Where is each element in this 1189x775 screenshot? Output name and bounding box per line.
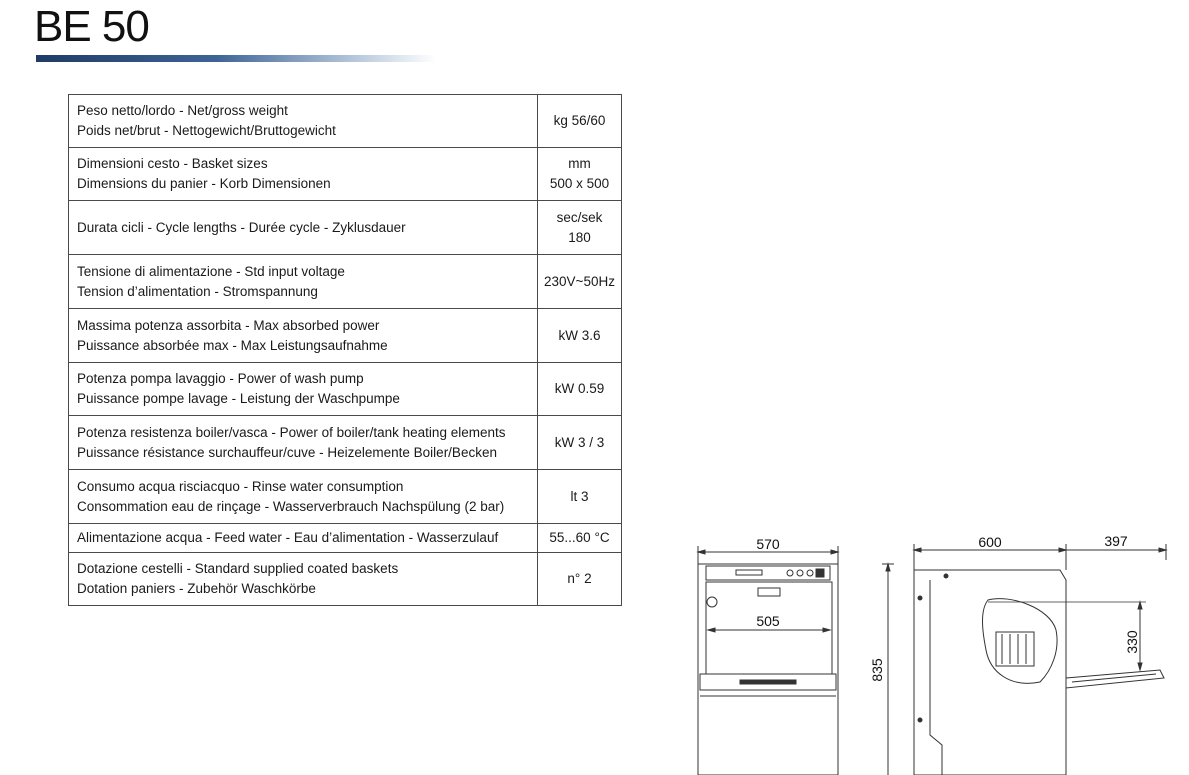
dim-label-397: 397 xyxy=(1104,533,1128,549)
open-door xyxy=(1066,670,1164,688)
spec-value-line: sec/sek xyxy=(556,209,603,225)
spec-value xyxy=(538,524,622,553)
dim-label-835: 835 xyxy=(869,658,885,682)
spec-label xyxy=(69,201,538,255)
spec-value xyxy=(538,148,622,201)
spec-label-line: Peso netto/lordo - Net/gross weight xyxy=(77,103,288,118)
spec-label-line: Dotation paniers - Zubehör Waschkörbe xyxy=(77,581,316,596)
dim-arrow xyxy=(1159,548,1166,552)
dim-arrow xyxy=(1059,548,1066,552)
fixing-point xyxy=(944,574,948,578)
spec-value xyxy=(538,470,622,524)
control-knob xyxy=(787,570,793,576)
side-view xyxy=(914,533,1166,775)
control-switch xyxy=(816,569,824,577)
spec-value-line: n° 2 xyxy=(567,571,592,586)
dim-label-570: 570 xyxy=(756,536,780,552)
spec-value-line: 500 x 500 xyxy=(549,176,610,191)
spec-value-line: 230V~50Hz xyxy=(544,273,615,289)
table-row xyxy=(69,524,622,553)
spec-label-line: Massima potenza assorbita - Max absorbed power xyxy=(77,317,380,333)
title-underline xyxy=(36,55,436,62)
fixing-point xyxy=(918,718,922,722)
spec-label-line: Tensione di alimentazione - Std input voltage xyxy=(77,263,345,279)
spec-label-line: Potenza resistenza boiler/vasca - Power of boiler/tank heating elements xyxy=(77,424,506,440)
spec-value-line: kg 56/60 xyxy=(553,113,606,128)
spec-value xyxy=(538,309,622,363)
dim-arrow xyxy=(831,550,838,554)
spec-value-line: kW 3 / 3 xyxy=(554,434,605,450)
spec-value-line: mm xyxy=(568,156,591,171)
control-knob xyxy=(807,570,813,576)
dim-arrow xyxy=(1138,602,1142,609)
spec-label-line: Dimensions du panier - Korb Dimensionen xyxy=(77,176,331,191)
table-row xyxy=(69,470,622,524)
spec-value-line: kW 0.59 xyxy=(554,381,605,396)
spec-label-line: Poids net/brut - Nettogewicht/Bruttogewicht xyxy=(77,123,336,138)
dim-label-600: 600 xyxy=(978,534,1002,550)
spec-label-line: Puissance pompe lavage - Leistung der Waschpumpe xyxy=(77,391,400,406)
dim-arrow xyxy=(698,550,705,554)
spec-label-line: Consommation eau de rinçage - Wasserverbrauch Nachspülung (2 bar) xyxy=(77,498,505,514)
page-title: BE 50 xyxy=(34,2,149,51)
door-edge xyxy=(1072,674,1156,682)
spec-label-line: Alimentazione acqua - Feed water - Eau d’alimentation - Wasserzulauf xyxy=(77,530,499,545)
spec-label xyxy=(69,309,538,363)
dim-arrow xyxy=(708,628,715,632)
spec-value-line: kW 3.6 xyxy=(558,327,601,343)
table-row xyxy=(69,553,622,606)
spec-label-line: Puissance résistance surchauffeur/cuve - Heizelemente Boiler/Becken xyxy=(77,444,497,460)
control-panel xyxy=(706,566,830,580)
table-row xyxy=(69,201,622,255)
spec-value xyxy=(538,363,622,416)
spec-label xyxy=(69,255,538,309)
spec-label xyxy=(69,553,538,606)
spec-value xyxy=(538,416,622,470)
spec-value xyxy=(538,201,622,255)
spec-label-line: Dimensioni cesto - Basket sizes xyxy=(77,156,268,171)
table-row xyxy=(69,255,622,309)
dim-label-330: 330 xyxy=(1124,630,1140,654)
wash-arm xyxy=(758,588,780,596)
fixing-point xyxy=(918,596,922,600)
table-row xyxy=(69,95,622,148)
spec-value-line: 180 xyxy=(568,229,591,245)
dishwasher-technical-drawing xyxy=(680,520,1180,775)
control-knob xyxy=(797,570,803,576)
spec-label-line: Dotazione cestelli - Standard supplied coated baskets xyxy=(77,561,399,576)
spec-label-line: Puissance absorbée max - Max Leistungsaufnahme xyxy=(77,337,388,353)
dim-label-505: 505 xyxy=(756,613,780,629)
table-row xyxy=(69,309,622,363)
display-panel xyxy=(736,570,762,575)
spec-label xyxy=(69,95,538,148)
dim-arrow xyxy=(914,548,921,552)
dim-arrow xyxy=(1138,663,1142,670)
table-row xyxy=(69,416,622,470)
spec-table xyxy=(68,94,622,606)
door-handle xyxy=(740,680,796,684)
spec-label-line: Durata cicli - Cycle lengths - Durée cycle - Zyklusdauer xyxy=(77,219,406,235)
spec-value-line: lt 3 xyxy=(570,488,589,504)
spec-value-line: 55...60 °C xyxy=(549,530,610,545)
front-view xyxy=(698,536,894,775)
spec-label xyxy=(69,524,538,553)
side-panel-line xyxy=(930,580,942,775)
spec-label xyxy=(69,416,538,470)
spec-label-line: Consumo acqua risciacquo - Rinse water consumption xyxy=(77,478,404,494)
table-row xyxy=(69,148,622,201)
basket-outline xyxy=(983,599,1058,684)
dim-arrow xyxy=(886,564,890,571)
spec-label-line: Tension d’alimentation - Stromspannung xyxy=(77,283,318,299)
spec-value xyxy=(538,553,622,606)
spec-value xyxy=(538,95,622,148)
spec-label xyxy=(69,363,538,416)
dim-arrow xyxy=(823,628,830,632)
spec-label xyxy=(69,148,538,201)
spec-value xyxy=(538,255,622,309)
side-body xyxy=(914,570,1066,775)
spec-label-line: Potenza pompa lavaggio - Power of wash pump xyxy=(77,371,364,386)
gauge xyxy=(707,597,717,607)
table-row xyxy=(69,363,622,416)
spec-label xyxy=(69,470,538,524)
